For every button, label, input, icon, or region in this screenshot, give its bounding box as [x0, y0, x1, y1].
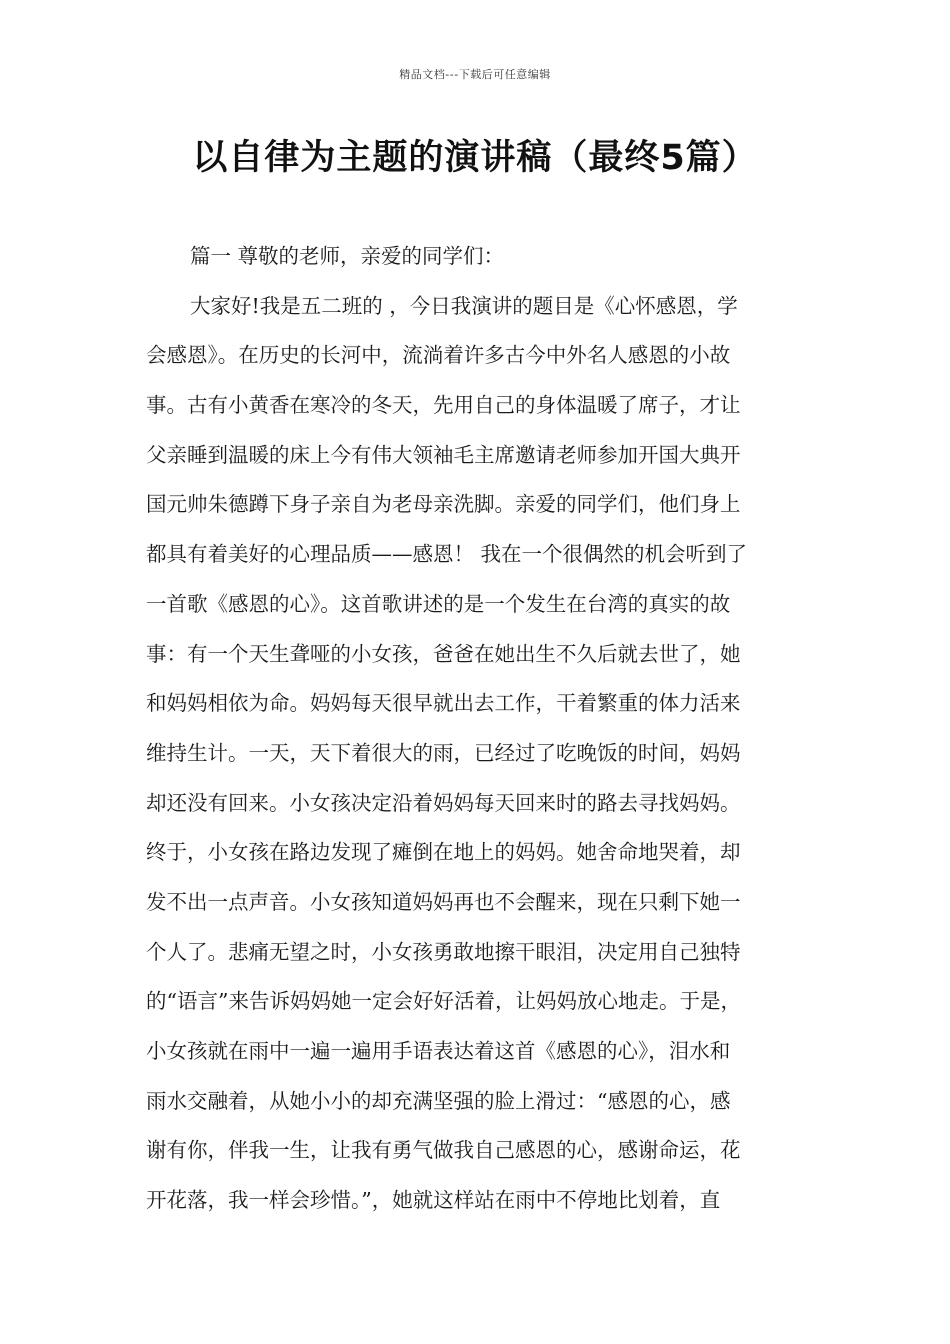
body-line: 国元帅朱德蹲下身子亲自为老母亲洗脚。亲爱的同学们，他们身上: [146, 492, 741, 517]
body-line: 大家好!我是五二班的 ，今日我演讲的题目是《心怀感恩，学: [190, 293, 738, 318]
body-line: 一首歌《感恩的心》。这首歌讲述的是一个发生在台湾的真实的故: [146, 591, 731, 616]
body-line: 会感恩》。在历史的长河中，流淌着许多古今中外名人感恩的小故: [146, 343, 731, 368]
body-line: 却还没有回来。小女孩决定沿着妈妈每天回来时的路去寻找妈妈。: [146, 790, 741, 815]
body-line: 雨水交融着，从她小小的却充满坚强的脸上滑过：“感恩的心，感: [146, 1088, 731, 1113]
body-line: 终于，小女孩在路边发现了瘫倒在地上的妈妈。她舍命地哭着，却: [146, 840, 741, 865]
page-title: 以自律为主题的演讲稿（最终5篇）: [192, 138, 758, 178]
body-line: 的“语言”来告诉妈妈她一定会好好活着，让妈妈放心地走。于是，: [146, 989, 741, 1014]
body-line: 谢有你，伴我一生，让我有勇气做我自己感恩的心，感谢命运，花: [146, 1138, 741, 1163]
body-line: 事。古有小黄香在寒冷的冬天，先用自己的身体温暖了席子，才让: [146, 393, 741, 418]
body-line: 和妈妈相依为命。妈妈每天很早就出去工作，干着繁重的体力活来: [146, 691, 741, 716]
body-line: 小女孩就在雨中一遍一遍用手语表达着这首《感恩的心》，泪水和: [146, 1039, 731, 1063]
body-line: 开花落，我一样会珍惜。”，她就这样站在雨中不停地比划着，直: [146, 1188, 721, 1213]
body-line: 父亲睡到温暖的床上今有伟大领袖毛主席邀请老师参加开国大典开: [146, 442, 741, 467]
body-line: 事：有一个天生聋哑的小女孩，爸爸在她出生不久后就去世了，她: [146, 641, 741, 666]
body-line: 维持生计。一天，天下着很大的雨，已经过了吃晚饭的时间，妈妈: [146, 740, 741, 765]
body-line: 都具有着美好的心理品质——感恩！ 我在一个很偶然的机会听到了: [146, 542, 748, 567]
header-note: 精品文档---下载后可任意编辑: [399, 68, 551, 81]
body-line: 发不出一点声音。小女孩知道妈妈再也不会醒来，现在只剩下她一: [146, 889, 741, 914]
body-line: 个人了。悲痛无望之时，小女孩勇敢地擦干眼泪，决定用自己独特: [146, 939, 741, 964]
speech-body: [146, 232, 808, 1226]
body-line: 篇一 尊敬的老师，亲爱的同学们：: [190, 244, 505, 268]
